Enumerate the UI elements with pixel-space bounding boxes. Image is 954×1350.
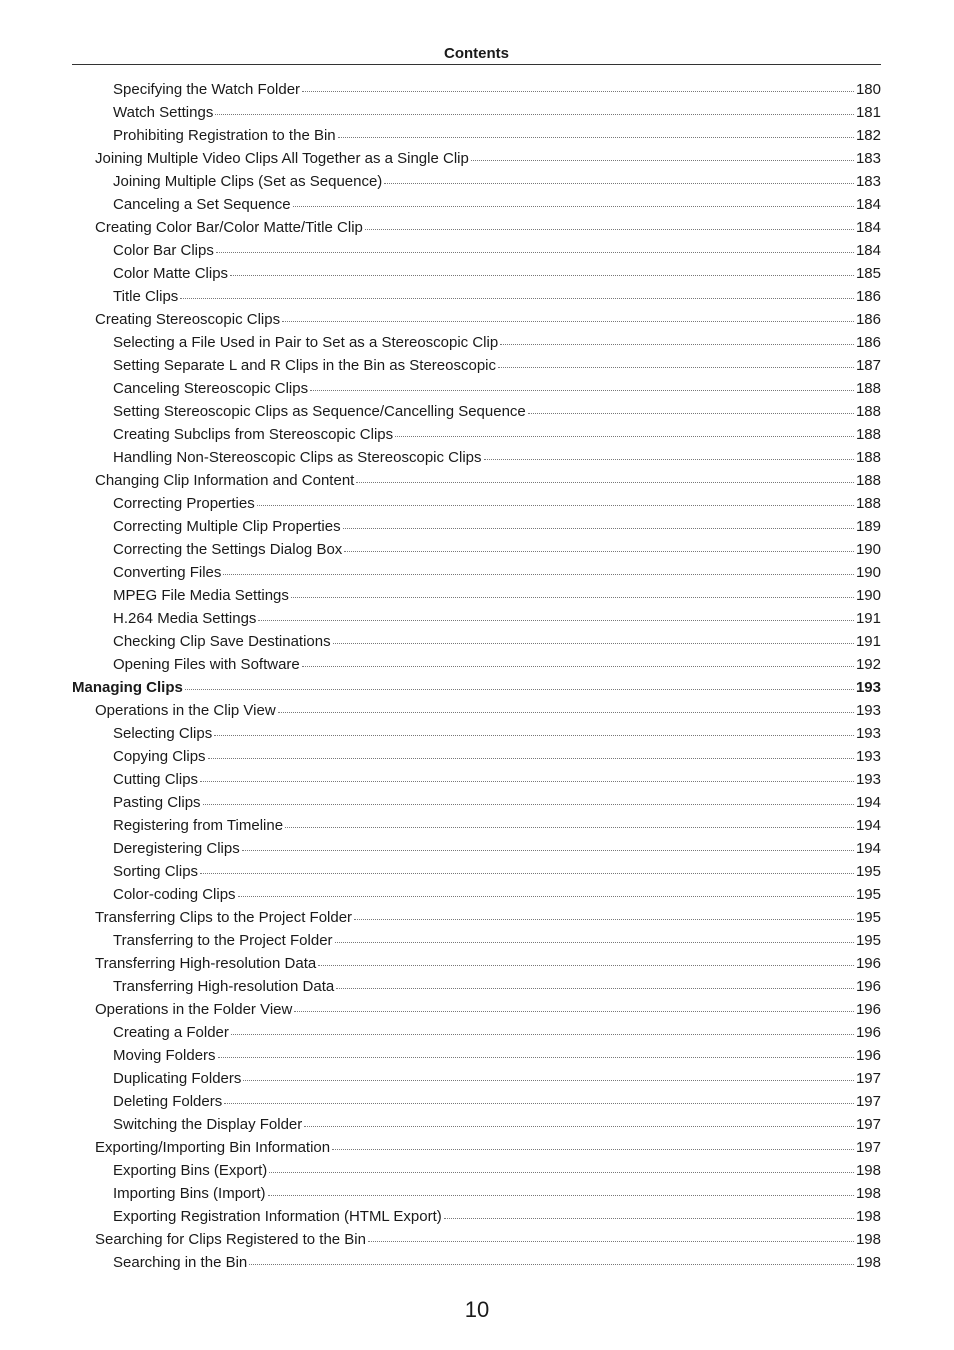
- toc-entry-page: 184: [855, 242, 881, 259]
- toc-entry-title: Color Bar Clips: [113, 242, 214, 259]
- toc-entry-title: Moving Folders: [113, 1047, 216, 1064]
- toc-entry-title: Searching in the Bin: [113, 1254, 248, 1271]
- dot-leader: [356, 481, 854, 483]
- toc-entry-title: Transferring High-resolution Data: [113, 978, 335, 995]
- dot-leader: [338, 136, 854, 138]
- toc-entry[interactable]: [72, 975, 881, 998]
- toc-entry-page: 191: [855, 633, 881, 650]
- toc-entry-title: Correcting Multiple Clip Properties: [113, 518, 341, 535]
- toc-entry[interactable]: [72, 584, 881, 607]
- dot-leader: [335, 941, 854, 943]
- dot-leader: [243, 1079, 854, 1081]
- toc-entry-page: 193: [855, 748, 881, 765]
- dot-leader: [332, 1148, 854, 1150]
- toc-entry-page: 186: [855, 288, 881, 305]
- toc-entry-title: Setting Separate L and R Clips in the Bin as Stereoscopic: [113, 357, 496, 374]
- toc-entry-title: Title Clips: [113, 288, 179, 305]
- toc-entry[interactable]: [72, 929, 881, 952]
- toc-entry[interactable]: [72, 1113, 881, 1136]
- toc-entry-page: 193: [855, 679, 881, 696]
- toc-entry-title: Copying Clips: [113, 748, 206, 765]
- toc-entry-title: Exporting/Importing Bin Information: [95, 1139, 331, 1156]
- toc-entry-title: H.264 Media Settings: [113, 610, 257, 627]
- toc-entry[interactable]: [72, 354, 881, 377]
- toc-entry-title: MPEG File Media Settings: [113, 587, 289, 604]
- toc-entry-page: 198: [855, 1185, 881, 1202]
- table-of-contents: [72, 78, 881, 1274]
- toc-entry[interactable]: [72, 952, 881, 975]
- toc-entry-page: 188: [855, 380, 881, 397]
- dot-leader: [294, 1010, 854, 1012]
- toc-entry-page: 196: [855, 1047, 881, 1064]
- toc-entry-title: Transferring Clips to the Project Folder: [95, 909, 353, 926]
- dot-leader: [238, 895, 854, 897]
- toc-entry-title: Correcting the Settings Dialog Box: [113, 541, 343, 558]
- toc-entry[interactable]: [72, 400, 881, 423]
- dot-leader: [302, 90, 854, 92]
- dot-leader: [395, 435, 854, 437]
- toc-entry-title: Changing Clip Information and Content: [95, 472, 355, 489]
- toc-entry[interactable]: [72, 216, 881, 239]
- toc-entry-page: 198: [855, 1162, 881, 1179]
- dot-leader: [215, 113, 854, 115]
- toc-entry[interactable]: [72, 676, 881, 699]
- toc-entry-title: Switching the Display Folder: [113, 1116, 303, 1133]
- dot-leader: [304, 1125, 854, 1127]
- toc-entry[interactable]: [72, 630, 881, 653]
- toc-entry[interactable]: [72, 308, 881, 331]
- toc-entry-page: 196: [855, 978, 881, 995]
- dot-leader: [471, 159, 854, 161]
- dot-leader: [180, 297, 854, 299]
- toc-entry[interactable]: [72, 101, 881, 124]
- toc-entry-page: 180: [855, 81, 881, 98]
- dot-leader: [242, 849, 854, 851]
- toc-entry[interactable]: [72, 331, 881, 354]
- toc-entry-title: Searching for Clips Registered to the Bin: [95, 1231, 366, 1248]
- toc-entry[interactable]: [72, 377, 881, 400]
- dot-leader: [318, 964, 854, 966]
- toc-entry-page: 183: [855, 173, 881, 190]
- toc-entry-page: 182: [855, 127, 881, 144]
- toc-entry-title: Operations in the Clip View: [95, 702, 276, 719]
- dot-leader: [269, 1171, 854, 1173]
- toc-entry-page: 185: [855, 265, 881, 282]
- dot-leader: [528, 412, 854, 414]
- toc-entry[interactable]: [72, 998, 881, 1021]
- dot-leader: [336, 987, 854, 989]
- toc-entry-title: Registering from Timeline: [113, 817, 284, 834]
- toc-entry-page: 196: [855, 955, 881, 972]
- toc-entry[interactable]: [72, 78, 881, 101]
- toc-entry-page: 186: [855, 334, 881, 351]
- dot-leader: [291, 596, 854, 598]
- dot-leader: [498, 366, 854, 368]
- page-number: 10: [464, 1297, 490, 1322]
- dot-leader: [484, 458, 854, 460]
- toc-entry-title: Transferring to the Project Folder: [113, 932, 333, 949]
- dot-leader: [368, 1240, 854, 1242]
- toc-entry[interactable]: [72, 561, 881, 584]
- dot-leader: [293, 205, 854, 207]
- toc-entry-page: 188: [855, 495, 881, 512]
- toc-entry-title: Exporting Registration Information (HTML Export): [113, 1208, 442, 1225]
- toc-entry-title: Watch Settings: [113, 104, 214, 121]
- toc-entry-page: 194: [855, 817, 881, 834]
- toc-entry-title: Creating Stereoscopic Clips: [95, 311, 281, 328]
- toc-entry-title: Joining Multiple Video Clips All Together as a Single Clip: [95, 150, 469, 167]
- toc-entry-page: 198: [855, 1254, 881, 1271]
- toc-entry-title: Selecting a File Used in Pair to Set as a Stereoscopic Clip: [113, 334, 499, 351]
- toc-entry[interactable]: [72, 469, 881, 492]
- toc-entry-title: Color Matte Clips: [113, 265, 229, 282]
- toc-entry-title: Duplicating Folders: [113, 1070, 242, 1087]
- dot-leader: [310, 389, 854, 391]
- toc-entry-title: Correcting Properties: [113, 495, 255, 512]
- toc-entry[interactable]: [72, 262, 881, 285]
- toc-entry-page: 187: [855, 357, 881, 374]
- toc-entry-page: 190: [855, 587, 881, 604]
- toc-entry-title: Joining Multiple Clips (Set as Sequence): [113, 173, 383, 190]
- toc-entry[interactable]: [72, 515, 881, 538]
- toc-entry-page: 188: [855, 403, 881, 420]
- page-header-title: Contents: [444, 45, 509, 62]
- toc-entry-page: 197: [855, 1139, 881, 1156]
- dot-leader: [444, 1217, 854, 1219]
- dot-leader: [231, 1033, 854, 1035]
- toc-entry-title: Setting Stereoscopic Clips as Sequence/Cancelling Sequence: [113, 403, 526, 420]
- header-rule: [72, 64, 881, 65]
- dot-leader: [354, 918, 854, 920]
- toc-entry-page: 197: [855, 1093, 881, 1110]
- toc-entry[interactable]: [72, 699, 881, 722]
- toc-entry-title: Canceling a Set Sequence: [113, 196, 291, 213]
- toc-entry-title: Pasting Clips: [113, 794, 201, 811]
- toc-entry[interactable]: [72, 1228, 881, 1251]
- toc-entry[interactable]: [72, 1205, 881, 1228]
- toc-entry[interactable]: [72, 124, 881, 147]
- dot-leader: [214, 734, 854, 736]
- toc-entry-page: 193: [855, 702, 881, 719]
- toc-entry-page: 197: [855, 1070, 881, 1087]
- dot-leader: [203, 803, 854, 805]
- toc-entry-page: 195: [855, 886, 881, 903]
- toc-entry[interactable]: [72, 1182, 881, 1205]
- toc-entry-title: Importing Bins (Import): [113, 1185, 266, 1202]
- toc-entry[interactable]: [72, 745, 881, 768]
- toc-entry-page: 194: [855, 794, 881, 811]
- toc-entry[interactable]: [72, 722, 881, 745]
- toc-entry-page: 196: [855, 1024, 881, 1041]
- toc-entry-page: 197: [855, 1116, 881, 1133]
- toc-entry-page: 198: [855, 1208, 881, 1225]
- toc-entry[interactable]: [72, 423, 881, 446]
- toc-entry-page: 195: [855, 909, 881, 926]
- toc-entry-page: 193: [855, 725, 881, 742]
- toc-entry-title: Selecting Clips: [113, 725, 213, 742]
- dot-leader: [249, 1263, 854, 1265]
- toc-entry-title: Deleting Folders: [113, 1093, 223, 1110]
- dot-leader: [282, 320, 854, 322]
- dot-leader: [224, 1102, 854, 1104]
- toc-entry-page: 191: [855, 610, 881, 627]
- dot-leader: [185, 688, 854, 690]
- dot-leader: [344, 550, 854, 552]
- toc-entry-title: Transferring High-resolution Data: [95, 955, 317, 972]
- toc-entry-page: 198: [855, 1231, 881, 1248]
- toc-entry-title: Color-coding Clips: [113, 886, 236, 903]
- toc-entry-title: Exporting Bins (Export): [113, 1162, 268, 1179]
- toc-entry[interactable]: [72, 538, 881, 561]
- toc-entry-title: Creating Subclips from Stereoscopic Clips: [113, 426, 394, 443]
- dot-leader: [500, 343, 854, 345]
- toc-entry[interactable]: [72, 607, 881, 630]
- toc-entry-page: 193: [855, 771, 881, 788]
- toc-entry-title: Creating a Folder: [113, 1024, 229, 1041]
- toc-entry[interactable]: [72, 814, 881, 837]
- toc-entry[interactable]: [72, 1067, 881, 1090]
- toc-entry-page: 190: [855, 564, 881, 581]
- toc-entry-title: Sorting Clips: [113, 863, 199, 880]
- toc-entry[interactable]: [72, 791, 881, 814]
- dot-leader: [223, 573, 854, 575]
- dot-leader: [384, 182, 854, 184]
- toc-entry-page: 195: [855, 932, 881, 949]
- toc-entry[interactable]: [72, 1251, 881, 1274]
- toc-entry[interactable]: [72, 239, 881, 262]
- toc-entry[interactable]: [72, 860, 881, 883]
- toc-entry[interactable]: [72, 446, 881, 469]
- toc-entry-title: Creating Color Bar/Color Matte/Title Clip: [95, 219, 363, 236]
- toc-entry[interactable]: [72, 1021, 881, 1044]
- dot-leader: [257, 504, 854, 506]
- toc-entry[interactable]: [72, 492, 881, 515]
- toc-entry-page: 192: [855, 656, 881, 673]
- dot-leader: [200, 872, 854, 874]
- toc-entry-page: 188: [855, 449, 881, 466]
- toc-entry-page: 189: [855, 518, 881, 535]
- toc-entry[interactable]: [72, 1159, 881, 1182]
- toc-entry-title: Operations in the Folder View: [95, 1001, 293, 1018]
- dot-leader: [278, 711, 854, 713]
- toc-entry[interactable]: [72, 1090, 881, 1113]
- toc-entry[interactable]: [72, 1044, 881, 1067]
- toc-entry[interactable]: [72, 1136, 881, 1159]
- dot-leader: [302, 665, 854, 667]
- toc-entry[interactable]: [72, 883, 881, 906]
- toc-entry-title: Opening Files with Software: [113, 656, 300, 673]
- toc-entry[interactable]: [72, 193, 881, 216]
- dot-leader: [365, 228, 854, 230]
- dot-leader: [218, 1056, 854, 1058]
- toc-entry-title: Checking Clip Save Destinations: [113, 633, 331, 650]
- toc-entry-page: 188: [855, 472, 881, 489]
- dot-leader: [343, 527, 854, 529]
- dot-leader: [208, 757, 854, 759]
- toc-entry[interactable]: [72, 837, 881, 860]
- toc-entry[interactable]: [72, 285, 881, 308]
- toc-entry[interactable]: [72, 170, 881, 193]
- toc-entry-title: Deregistering Clips: [113, 840, 240, 857]
- toc-entry-title: Cutting Clips: [113, 771, 199, 788]
- toc-entry-page: 195: [855, 863, 881, 880]
- toc-entry-page: 181: [855, 104, 881, 121]
- toc-entry-page: 188: [855, 426, 881, 443]
- toc-entry[interactable]: [72, 653, 881, 676]
- toc-entry-title: Prohibiting Registration to the Bin: [113, 127, 336, 144]
- toc-entry-page: 184: [855, 219, 881, 236]
- toc-entry-page: 184: [855, 196, 881, 213]
- dot-leader: [268, 1194, 854, 1196]
- dot-leader: [258, 619, 854, 621]
- toc-entry-page: 196: [855, 1001, 881, 1018]
- toc-entry-page: 194: [855, 840, 881, 857]
- toc-entry-page: 190: [855, 541, 881, 558]
- toc-entry-title: Canceling Stereoscopic Clips: [113, 380, 309, 397]
- dot-leader: [230, 274, 854, 276]
- dot-leader: [285, 826, 854, 828]
- toc-entry-title: Converting Files: [113, 564, 222, 581]
- toc-entry-page: 186: [855, 311, 881, 328]
- dot-leader: [216, 251, 854, 253]
- toc-entry-title: Managing Clips: [72, 679, 183, 696]
- toc-entry-title: Specifying the Watch Folder: [113, 81, 301, 98]
- toc-entry-title: Handling Non-Stereoscopic Clips as Stereoscopic Clips: [113, 449, 482, 466]
- dot-leader: [333, 642, 854, 644]
- toc-entry[interactable]: [72, 147, 881, 170]
- dot-leader: [200, 780, 854, 782]
- toc-entry-page: 183: [855, 150, 881, 167]
- toc-entry[interactable]: [72, 768, 881, 791]
- toc-entry[interactable]: [72, 906, 881, 929]
